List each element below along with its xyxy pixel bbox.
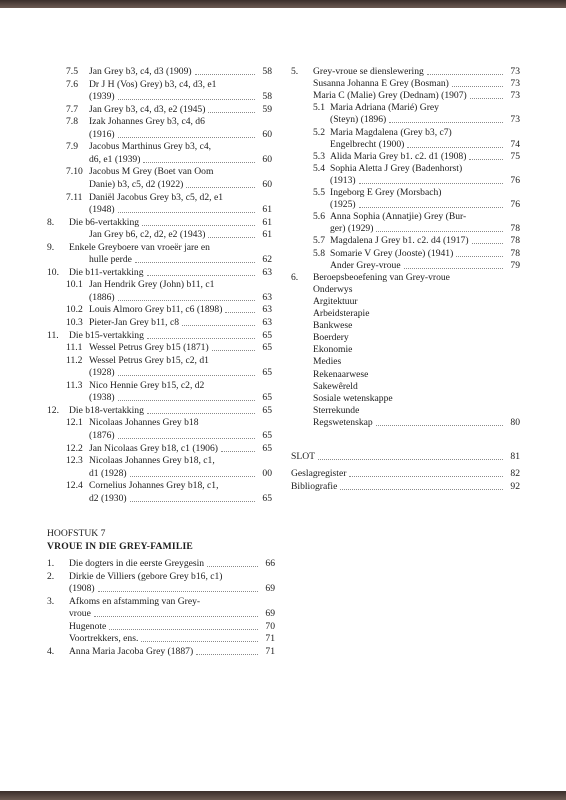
entry-text: Maria C (Malie) Grey (Dednam) (1907) (313, 90, 467, 102)
entry-number: 5.1 (313, 102, 325, 114)
entry-number: 12. (47, 404, 59, 416)
toc-entry (47, 242, 272, 254)
entry-number: 7.8 (66, 116, 78, 128)
dot-leader (208, 112, 255, 113)
toc-entry (330, 199, 520, 211)
entry-number: 11. (47, 329, 59, 341)
entry-text: (1908) (69, 583, 95, 595)
entry-page-number: 60 (262, 128, 272, 140)
entry-page-number: 73 (510, 66, 520, 77)
chapter-label: HOOFSTUK 7 (47, 528, 106, 539)
entry-text: d2 (1930) (89, 492, 127, 504)
entry-text: Onderwys (313, 283, 353, 295)
toc-entry (66, 304, 272, 316)
toc-entry (66, 342, 272, 354)
toc-entry (66, 154, 272, 166)
entry-number: 10.2 (66, 304, 83, 316)
dot-leader (118, 212, 255, 213)
entry-text: Pieter-Jan Grey b11, c8 (89, 317, 180, 328)
entry-number: 12.1 (66, 417, 83, 429)
entry-text: Medies (313, 356, 342, 368)
entry-page-number: 59 (262, 103, 272, 115)
dot-leader (186, 187, 255, 188)
toc-entry (330, 114, 520, 126)
toc-entry (313, 393, 520, 405)
entry-text: Geslagregister (291, 468, 347, 479)
dot-leader (407, 147, 503, 148)
dot-leader (389, 122, 503, 123)
toc-entry (313, 284, 520, 296)
entry-number: 10. (47, 266, 59, 278)
entry-text: Wessel Petrus Grey b15 (1871) (89, 342, 209, 354)
entry-page-number: 62 (262, 254, 272, 266)
toc-entry (66, 443, 272, 455)
entry-text: Regswetenskap (313, 416, 373, 428)
entry-number: 7.7 (66, 103, 78, 115)
toc-entry (47, 583, 275, 595)
entry-page-number: 76 (510, 174, 520, 186)
entry-page-number: 78 (510, 223, 520, 235)
entry-page-number: 80 (510, 416, 520, 428)
entry-text: Maria Adriana (Marié) Grey (330, 102, 439, 114)
toc-entry (291, 481, 520, 493)
toc-entry (66, 116, 272, 128)
toc-entry (313, 332, 520, 344)
toc-entry (47, 608, 275, 620)
toc-entry (47, 330, 272, 342)
entry-number: 1. (47, 558, 55, 569)
toc-entry (66, 355, 272, 367)
entry-page-number: 73 (510, 78, 520, 90)
entry-page-number: 65 (262, 329, 272, 341)
entry-text: Dirkie de Villiers (gebore Grey b16, c1) (69, 570, 223, 582)
entry-page-number: 74 (510, 138, 520, 150)
toc-entry (313, 320, 520, 332)
entry-page-number: 61 (262, 204, 272, 216)
toc-entry (69, 229, 272, 241)
entry-text: (1925) (330, 199, 356, 211)
toc-entry (291, 272, 520, 284)
entry-text: Izak Johannes Grey b3, c4, d6 (89, 116, 205, 128)
toc-entry (313, 344, 520, 356)
scan-top-edge (0, 0, 566, 8)
toc-entry (66, 480, 272, 492)
dot-leader (472, 243, 503, 244)
dot-leader (469, 159, 503, 160)
entry-number: 7.11 (66, 191, 83, 203)
entry-text: (1939) (89, 91, 115, 103)
entry-text: Sterrekunde (313, 404, 360, 416)
entry-page-number: 66 (265, 558, 275, 569)
dot-leader (318, 459, 503, 460)
entry-page-number: 60 (262, 178, 272, 190)
entry-number: 11.3 (66, 379, 83, 391)
entry-page-number: 61 (262, 229, 272, 241)
dot-leader (182, 325, 255, 326)
toc-entry (313, 356, 520, 368)
dot-leader (143, 162, 255, 163)
entry-page-number: 69 (265, 608, 275, 620)
dot-leader (452, 86, 503, 87)
entry-text: Maria Magdalena (Grey b3, c7) (330, 126, 452, 138)
toc-entry (330, 175, 520, 187)
toc-entry (291, 468, 520, 480)
entry-page-number: 00 (262, 467, 272, 479)
dot-leader (376, 425, 503, 426)
toc-entry (313, 381, 520, 393)
entry-number: 12.3 (66, 455, 83, 467)
entry-page-number: 73 (510, 114, 520, 126)
entry-text: Jan Nicolaas Grey b18, c1 (1906) (89, 442, 218, 454)
dot-leader (456, 256, 503, 257)
dot-leader (118, 438, 255, 439)
entry-number: 5.3 (313, 150, 325, 162)
entry-text: Magdalena J Grey b1. c2. d4 (1917) (330, 235, 469, 247)
entry-text: Enkele Greyboere van vroeër jare en (69, 241, 210, 253)
dot-leader (118, 137, 255, 138)
entry-page-number: 63 (262, 266, 272, 278)
dot-leader (142, 225, 255, 226)
toc-entry (291, 451, 520, 463)
entry-page-number: 63 (262, 291, 272, 303)
toc-entry (66, 455, 272, 467)
entry-text: Susanna Johanna E Grey (Bosman) (313, 78, 449, 90)
entry-page-number: 71 (265, 633, 275, 645)
toc-entry (313, 90, 520, 102)
entry-number: 11.2 (66, 354, 83, 366)
entry-text: Somarie V Grey (Jooste) (1941) (330, 247, 454, 259)
entry-number: 3. (47, 595, 55, 607)
entry-text: Engelbrecht (1900) (330, 138, 405, 150)
toc-entry (47, 596, 275, 608)
entry-text: SLOT (291, 451, 315, 462)
entry-number: 5.5 (313, 187, 325, 198)
toc-entry (47, 646, 275, 658)
entry-text: Die b6-vertakking (69, 216, 140, 228)
dot-leader (118, 375, 255, 376)
entry-text: Beroepsbeoefening van Grey-vroue (313, 271, 450, 283)
entry-text: Nicolaas Johannes Grey b18, c1, (89, 455, 215, 467)
entry-number: 10.1 (66, 279, 83, 291)
dot-leader (195, 74, 255, 75)
entry-text: Danie) b3, c5, d2 (1922) (89, 178, 184, 190)
toc-entry (47, 571, 275, 583)
dot-leader (212, 350, 255, 351)
dot-leader (221, 451, 255, 452)
entry-text: Jacobus M Grey (Boet van Oom (89, 166, 214, 178)
dot-leader (207, 566, 258, 567)
dot-leader (147, 338, 255, 339)
entry-text: Bankwese (313, 320, 353, 332)
entry-number: 7.6 (66, 78, 78, 90)
dot-leader (427, 74, 503, 75)
dot-leader (376, 231, 503, 232)
toc-entry (66, 204, 272, 216)
entry-page-number: 65 (262, 442, 272, 454)
toc-entry (313, 369, 520, 381)
entry-page-number: 73 (510, 90, 520, 102)
toc-entry (66, 104, 272, 116)
entry-page-number: 65 (262, 342, 272, 354)
entry-number: 12.4 (66, 480, 83, 492)
entry-text: Ander Grey-vroue (330, 259, 401, 271)
entry-text: Die dogters in die eerste Greygesin (69, 558, 205, 569)
toc-entry (330, 223, 520, 235)
entry-text: Arbeidsterapie (313, 308, 370, 319)
toc-entry (313, 163, 520, 175)
toc-entry (47, 405, 272, 417)
entry-page-number: 71 (265, 645, 275, 657)
entry-page-number: 63 (262, 304, 272, 316)
dot-leader (340, 489, 503, 490)
entry-text: (1938) (89, 392, 115, 404)
toc-entry (66, 430, 272, 442)
dot-leader (130, 501, 255, 502)
entry-page-number: 65 (262, 367, 272, 379)
entry-number: 2. (47, 570, 55, 582)
entry-text: Jacobus Marthinus Grey b3, c4, (89, 141, 212, 153)
toc-entry (66, 66, 272, 78)
toc-entry (66, 91, 272, 103)
dot-leader (109, 629, 258, 630)
entry-number: 6. (291, 271, 299, 283)
toc-entry (66, 192, 272, 204)
dot-leader (470, 98, 503, 99)
entry-number: 4. (47, 645, 55, 657)
entry-page-number: 92 (510, 481, 520, 492)
entry-text: Anna Sophia (Annatjie) Grey (Bur- (330, 211, 467, 223)
toc-entry (313, 235, 520, 247)
dot-leader (359, 207, 503, 208)
entry-page-number: 65 (262, 404, 272, 416)
entry-page-number: 61 (262, 216, 272, 228)
dot-leader (404, 268, 503, 269)
entry-text: (Steyn) (1896) (330, 114, 387, 126)
toc-entry (66, 292, 272, 304)
toc-entry (313, 417, 520, 429)
entry-page-number: 65 (262, 429, 272, 441)
toc-entry (66, 380, 272, 392)
entry-text: d6, e1 (1939) (89, 153, 141, 165)
entry-text: Ingeborg E Grey (Morsbach) (330, 187, 442, 198)
entry-text: Louis Almoro Grey b11, c6 (1898) (89, 304, 223, 316)
entry-text: (1928) (89, 367, 115, 379)
entry-number: 7.10 (66, 166, 83, 178)
entry-number: 5. (291, 66, 299, 77)
entry-page-number: 79 (510, 259, 520, 271)
entry-number: 5.4 (313, 162, 325, 174)
toc-entry (313, 248, 520, 260)
entry-text: d1 (1928) (89, 467, 127, 479)
chapter-title: VROUE IN DIE GREY-FAMILIE (47, 541, 193, 552)
dot-leader (147, 413, 255, 414)
entry-text: Afkoms en afstamming van Grey- (69, 595, 201, 607)
entry-text: Jan Grey b3, c4, d3 (1909) (89, 66, 192, 77)
entry-text: Rekenaarwese (313, 368, 369, 380)
dot-leader (359, 183, 503, 184)
dot-leader (135, 262, 255, 263)
entry-text: Jan Grey b6, c2, d2, e2 (1943) (89, 229, 206, 241)
toc-entry (66, 468, 272, 480)
toc-entry (69, 254, 272, 266)
dot-leader (130, 476, 255, 477)
dot-leader (94, 616, 258, 617)
entry-number: 5.8 (313, 247, 325, 259)
toc-entry (313, 102, 520, 114)
entry-text: Argitektuur (313, 295, 358, 307)
entry-number: 5.2 (313, 126, 325, 138)
entry-page-number: 65 (262, 492, 272, 504)
entry-text: Ekonomie (313, 344, 353, 356)
entry-text: Anna Maria Jacoba Grey (1887) (69, 645, 194, 657)
entry-text: Boerdery (313, 332, 349, 344)
entry-text: Die b11-vertakking (69, 266, 144, 278)
entry-text: vroue (69, 608, 91, 620)
entry-text: Nicolaas Johannes Grey b18 (89, 417, 199, 429)
toc-entry (66, 179, 272, 191)
dot-leader (147, 275, 255, 276)
entry-page-number: 75 (510, 150, 520, 162)
entry-text: Sosiale wetenskappe (313, 392, 393, 404)
entry-page-number: 82 (510, 468, 520, 479)
entry-page-number: 76 (510, 199, 520, 211)
toc-entry (66, 279, 272, 291)
entry-page-number: 65 (262, 392, 272, 404)
entry-number: 11.1 (66, 342, 83, 354)
dot-leader (98, 591, 258, 592)
toc-entry (47, 558, 275, 570)
toc-entry (313, 187, 520, 199)
toc-entry (66, 166, 272, 178)
entry-text: Daniël Jacobus Grey b3, c5, d2, e1 (89, 191, 224, 203)
entry-text: Dr J H (Vos) Grey) b3, c4, d3, e1 (89, 78, 217, 90)
entry-text: Alida Maria Grey b1. c2. d1 (1908) (330, 150, 467, 162)
entry-text: (1886) (89, 291, 115, 303)
toc-entry (313, 405, 520, 417)
entry-page-number: 58 (262, 66, 272, 77)
dot-leader (118, 99, 255, 100)
toc-entry (66, 79, 272, 91)
toc-entry (313, 127, 520, 139)
entry-text: Jan Grey b3, c4, d3, e2 (1945) (89, 103, 206, 115)
dot-leader (225, 312, 255, 313)
entry-page-number: 81 (510, 451, 520, 462)
entry-text: (1913) (330, 174, 356, 186)
entry-number: 10.3 (66, 317, 83, 328)
entry-text: Wessel Petrus Grey b15, c2, d1 (89, 354, 209, 366)
dot-leader (118, 400, 255, 401)
entry-text: (1916) (89, 128, 115, 140)
entry-page-number: 78 (510, 235, 520, 247)
toc-entry (313, 211, 520, 223)
entry-text: Grey-vroue se dienslewering (313, 66, 424, 77)
toc-entry (66, 417, 272, 429)
entry-number: 8. (47, 216, 55, 228)
dot-leader (196, 654, 258, 655)
entry-number: 7.5 (66, 66, 78, 77)
entry-text: Cornelius Johannes Grey b18, c1, (89, 480, 219, 492)
toc-entry (66, 493, 272, 505)
toc-entry (313, 78, 520, 90)
entry-number: 7.9 (66, 141, 78, 153)
entry-page-number: 70 (265, 620, 275, 632)
toc-entry (330, 260, 520, 272)
toc-entry (47, 621, 275, 633)
toc-entry (291, 66, 520, 78)
entry-page-number: 58 (262, 91, 272, 103)
toc-entry (330, 139, 520, 151)
entry-text: Bibliografie (291, 481, 338, 492)
dot-leader (118, 300, 255, 301)
toc-entry (66, 392, 272, 404)
entry-text: ger) (1929) (330, 223, 374, 235)
entry-text: Sakewêreld (313, 380, 358, 392)
entry-number: 5.6 (313, 211, 325, 223)
toc-entry (313, 308, 520, 320)
entry-text: (1948) (89, 204, 115, 216)
entry-text: Die b18-vertakking (69, 404, 144, 416)
dot-leader (208, 237, 255, 238)
entry-page-number: 60 (262, 153, 272, 165)
toc-entry (313, 296, 520, 308)
entry-text: Voortrekkers, ens. (69, 633, 139, 645)
toc-entry (47, 267, 272, 279)
entry-page-number: 63 (262, 317, 272, 328)
scan-bottom-edge (0, 791, 566, 800)
entry-text: Sophia Aletta J Grey (Badenhorst) (330, 162, 463, 174)
entry-text: Die b15-vertakking (69, 329, 144, 341)
entry-page-number: 78 (510, 247, 520, 259)
entry-number: 5.7 (313, 235, 325, 247)
entry-text: hulle perde (89, 254, 132, 266)
dot-leader (349, 476, 503, 477)
toc-entry (66, 129, 272, 141)
toc-entry (66, 317, 272, 329)
entry-page-number: 69 (265, 583, 275, 595)
dot-leader (141, 641, 258, 642)
toc-entry (313, 151, 520, 163)
entry-number: 12.2 (66, 442, 83, 454)
toc-entry (47, 633, 275, 645)
entry-text: Nico Hennie Grey b15, c2, d2 (89, 379, 205, 391)
toc-entry (47, 217, 272, 229)
entry-text: (1876) (89, 429, 115, 441)
toc-entry (66, 141, 272, 153)
toc-entry (66, 367, 272, 379)
entry-text: Hugenote (69, 620, 107, 632)
entry-number: 9. (47, 241, 55, 253)
entry-text: Jan Hendrik Grey (John) b11, c1 (89, 279, 215, 291)
